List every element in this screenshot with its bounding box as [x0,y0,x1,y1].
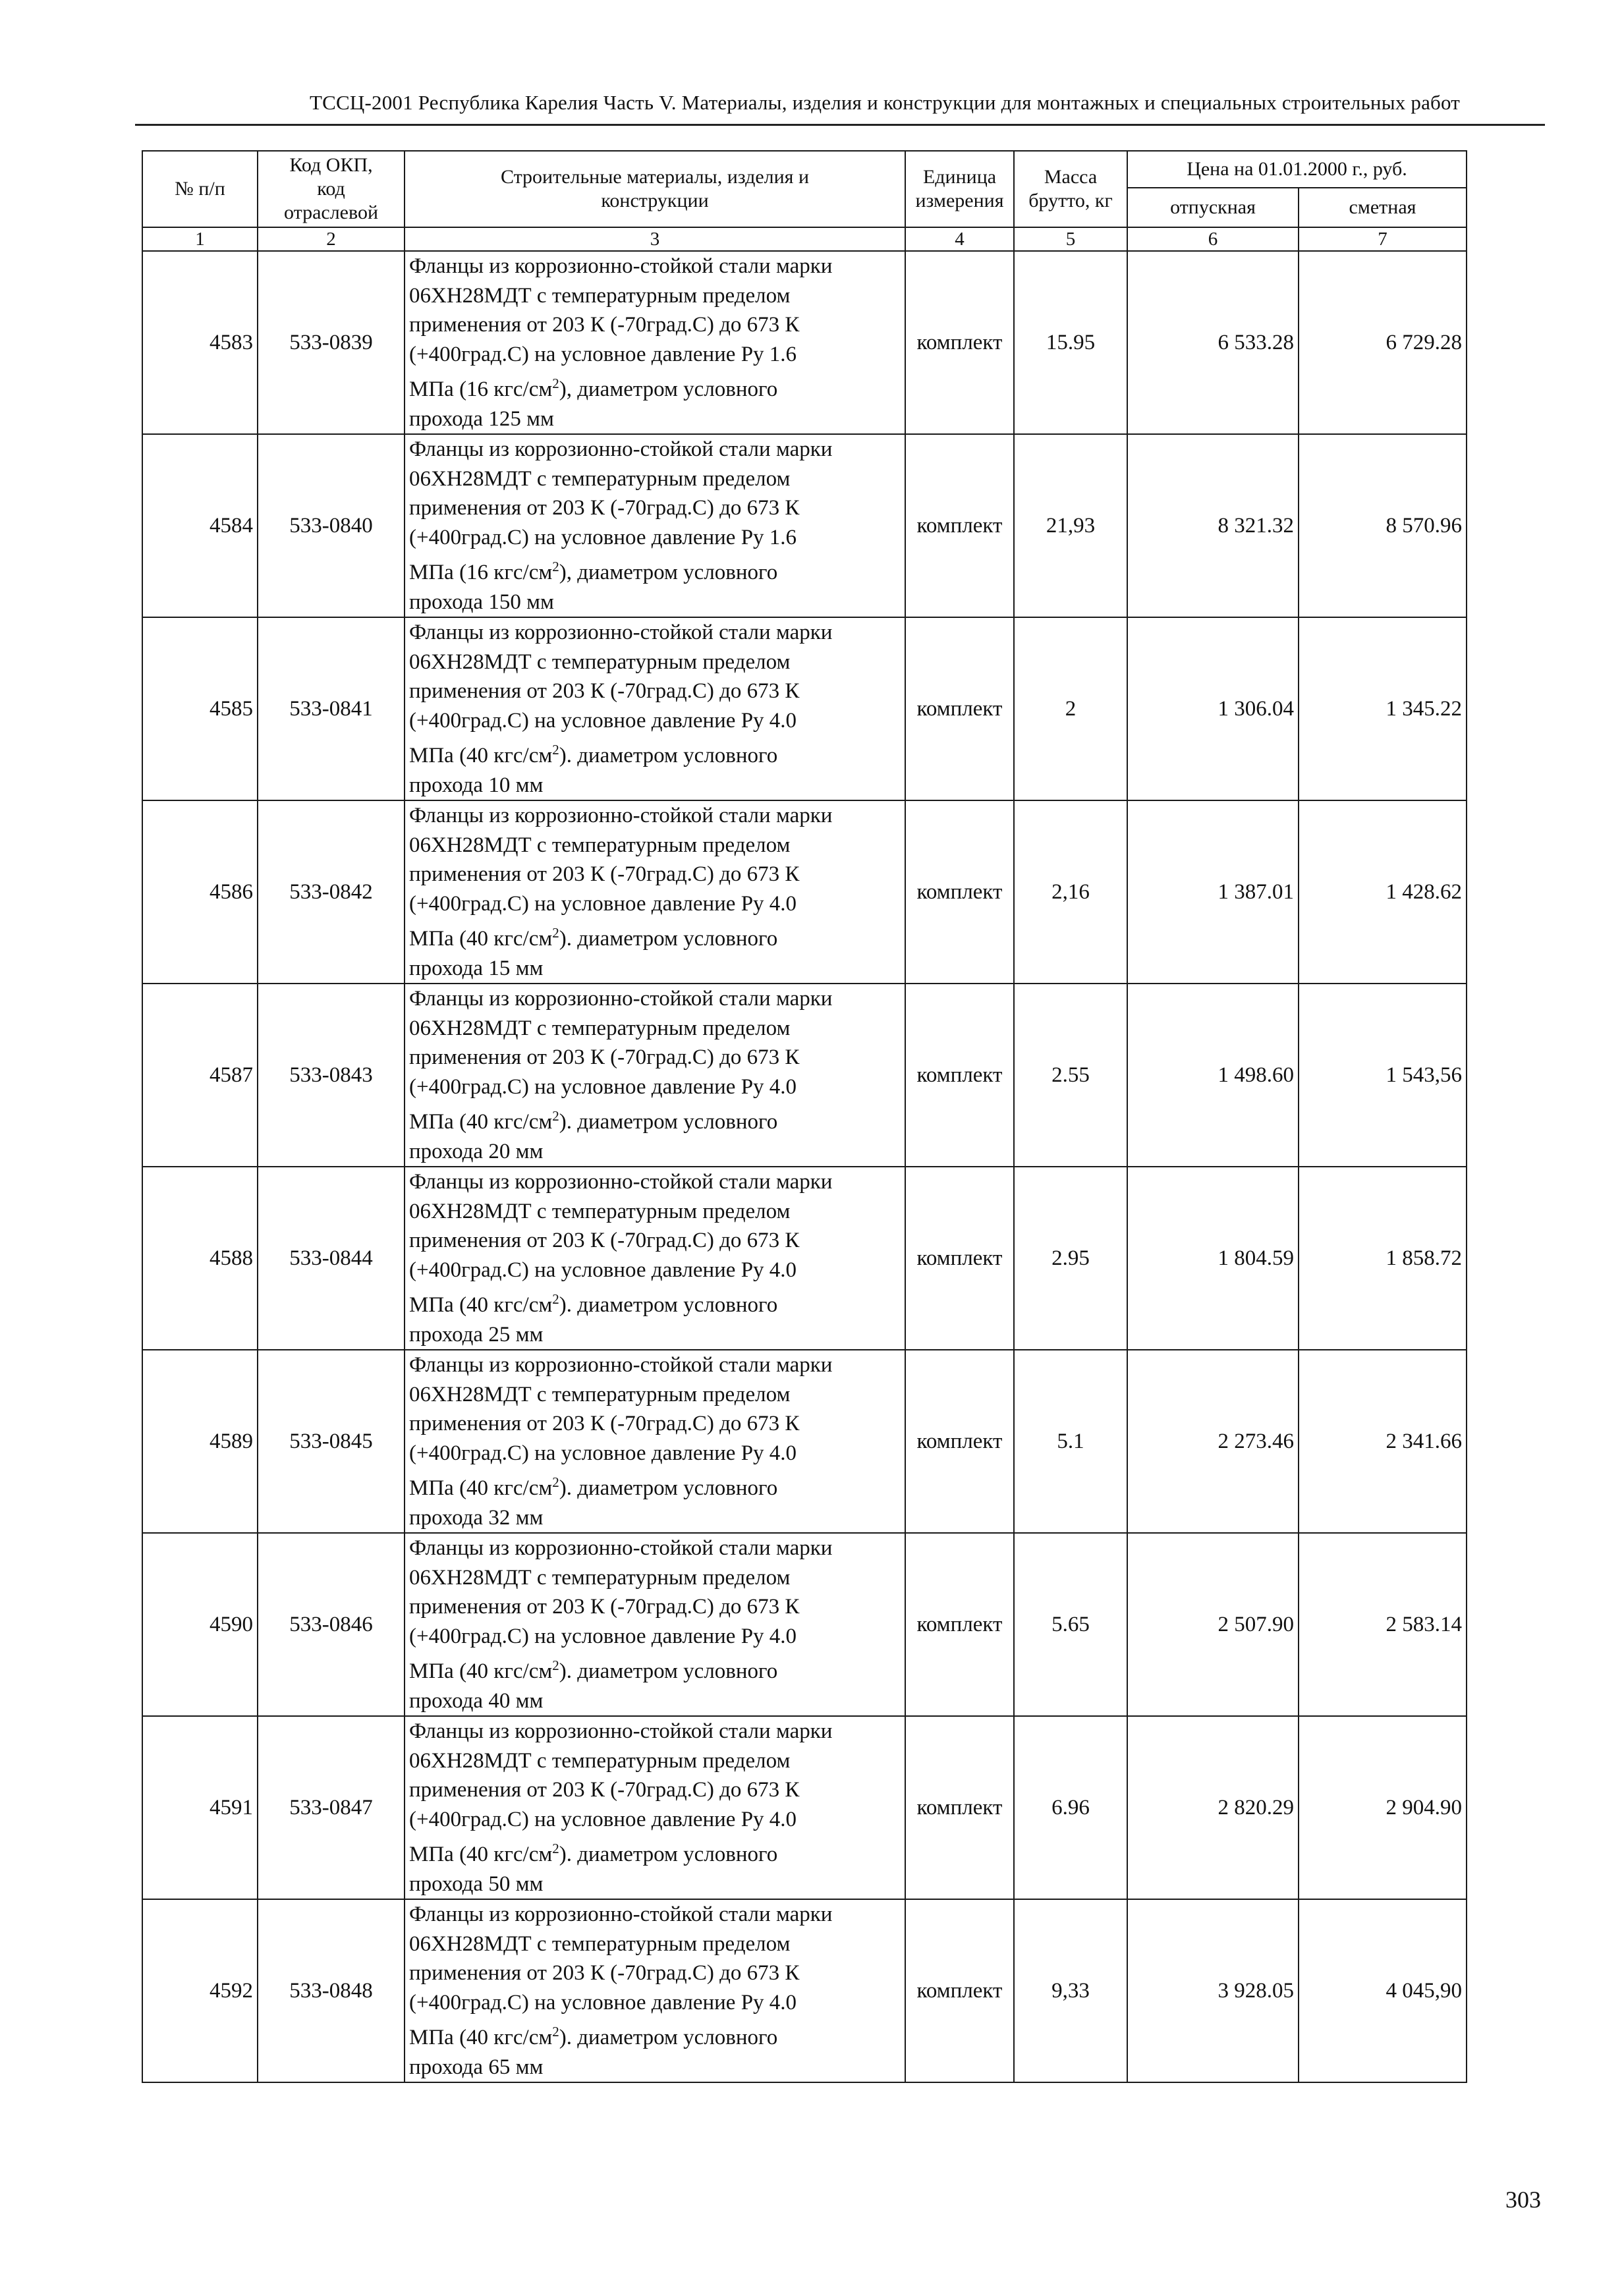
row-number: 4586 [142,800,258,984]
description-line: 06ХН28МДТ с температурным пределом [409,1382,791,1406]
col-header-price-group: Цена на 01.01.2000 г., руб. [1127,151,1467,188]
row-price-estimate: 4 045,90 [1299,1899,1467,2082]
row-price-release: 1 804.59 [1127,1167,1299,1350]
row-price-release: 2 273.46 [1127,1350,1299,1533]
description-line: (+400град.С) на условное давление Ру 1.6 [409,525,797,549]
row-code: 533-0843 [258,984,405,1167]
description-line: 06ХН28МДТ с температурным пределом [409,1565,791,1590]
row-description [405,251,905,434]
row-description [405,1167,905,1350]
description-fragment: МПа (40 кгс/см [409,1843,553,1866]
description-line [409,2017,901,2053]
superscript: 2 [552,1657,559,1673]
description-fragment: ). диаметром условного [559,744,778,767]
row-number: 4588 [142,1167,258,1350]
description-line [409,1101,901,1137]
description-fragment: МПа (40 кгс/см [409,1293,553,1317]
row-price-estimate: 1 543,56 [1299,984,1467,1167]
row-description [405,984,905,1167]
description-line: прохода 20 мм [409,1139,544,1163]
description-line: (+400град.С) на условное давление Ру 4.0 [409,1441,797,1465]
description-line: применения от 203 К (-70град.С) до 673 К [409,1045,800,1069]
column-number: 5 [1014,227,1127,251]
superscript: 2 [552,559,559,574]
table-row [142,1716,1467,1899]
description-line: прохода 150 мм [409,590,554,614]
row-mass: 2.95 [1014,1167,1127,1350]
row-unit: комплект [905,617,1014,800]
running-title: ТССЦ-2001 Республика Карелия Часть V. Материалы, изделия и конструкции для монтажных и специальных строительных работ [310,91,1461,114]
table-row [142,251,1467,434]
description-fragment: ), диаметром условного [559,561,778,584]
row-price-release: 1 498.60 [1127,984,1299,1167]
description-line: (+400град.С) на условное давление Ру 4.0 [409,1624,797,1648]
row-price-release: 1 387.01 [1127,800,1299,984]
row-code: 533-0844 [258,1167,405,1350]
description-fragment: ). диаметром условного [559,2026,778,2049]
row-unit: комплект [905,251,1014,434]
row-price-estimate: 2 583.14 [1299,1533,1467,1716]
table-row [142,984,1467,1167]
description-line: применения от 203 К (-70град.С) до 673 К [409,1229,800,1252]
row-unit: комплект [905,1533,1014,1716]
description-line: (+400град.С) на условное давление Ру 4.0 [409,708,797,733]
row-description [405,1533,905,1716]
row-number: 4589 [142,1350,258,1533]
col-header-price-estimate: сметная [1299,188,1467,227]
description-line: 06ХН28МДТ с температурным пределом [409,1199,791,1223]
description-fragment: ). диаметром условного [559,1293,778,1317]
description-line: (+400град.С) на условное давление Ру 4.0 [409,1258,797,1282]
row-mass: 9,33 [1014,1899,1127,2082]
column-number: 6 [1127,227,1299,251]
row-mass: 15.95 [1014,251,1127,434]
row-unit: комплект [905,434,1014,617]
row-price-estimate: 6 729.28 [1299,251,1467,434]
description-line: Фланцы из коррозионно-стойкой стали марки [409,1353,833,1377]
row-code: 533-0848 [258,1899,405,2082]
description-line: 06ХН28МДТ с температурным пределом [409,1748,791,1773]
description-fragment: ). диаметром условного [559,1843,778,1866]
description-line [409,735,901,771]
row-unit: комплект [905,1899,1014,2082]
row-mass: 2,16 [1014,800,1127,984]
row-price-estimate: 1 858.72 [1299,1167,1467,1350]
row-mass: 5.1 [1014,1350,1127,1533]
row-code: 533-0845 [258,1350,405,1533]
row-price-release: 6 533.28 [1127,251,1299,434]
description-line: Фланцы из коррозионно-стойкой стали марки [409,621,833,644]
description-line [409,552,901,588]
description-fragment: МПа (40 кгс/см [409,2026,553,2049]
description-line: прохода 65 мм [409,2055,544,2079]
row-description [405,1350,905,1533]
description-line: Фланцы из коррозионно-стойкой стали марки [409,804,833,827]
description-line: применения от 203 К (-70град.С) до 673 К [409,313,800,337]
superscript: 2 [552,742,559,758]
description-line [409,918,901,954]
row-code: 533-0842 [258,800,405,984]
description-fragment: ). диаметром условного [559,1110,778,1134]
superscript: 2 [552,1841,559,1856]
row-code: 533-0839 [258,251,405,434]
description-line: применения от 203 К (-70град.С) до 673 К [409,1412,800,1435]
superscript: 2 [552,925,559,941]
col-header-price-release: отпускная [1127,188,1299,227]
description-line: Фланцы из коррозионно-стойкой стали марки [409,1536,833,1560]
row-price-release: 8 321.32 [1127,434,1299,617]
row-price-estimate: 2 904.90 [1299,1716,1467,1899]
description-fragment: МПа (16 кгс/см [409,377,553,401]
row-number: 4590 [142,1533,258,1716]
row-mass: 21,93 [1014,434,1127,617]
table-row [142,617,1467,800]
description-line: Фланцы из коррозионно-стойкой стали марки [409,437,833,461]
description-line: Фланцы из коррозионно-стойкой стали марки [409,1170,833,1194]
col-header-mass: Масса брутто, кг [1014,151,1127,227]
row-number: 4583 [142,251,258,434]
row-mass: 5.65 [1014,1533,1127,1716]
superscript: 2 [552,2024,559,2040]
description-fragment: МПа (40 кгс/см [409,1110,553,1134]
row-mass: 2.55 [1014,984,1127,1167]
description-line: применения от 203 К (-70град.С) до 673 К [409,1595,800,1619]
description-line: 06ХН28МДТ с температурным пределом [409,650,791,674]
description-line: (+400град.С) на условное давление Ру 1.6 [409,342,797,366]
description-line: Фланцы из коррозионно-стойкой стали марки [409,254,833,278]
row-price-estimate: 8 570.96 [1299,434,1467,617]
row-price-release: 2 820.29 [1127,1716,1299,1899]
description-fragment: ). диаметром условного [559,927,778,951]
description-fragment: МПа (40 кгс/см [409,1476,553,1500]
table-row [142,800,1467,984]
superscript: 2 [552,1291,559,1307]
description-line [409,1651,901,1686]
description-line: Фланцы из коррозионно-стойкой стали марки [409,1903,833,1926]
row-price-estimate: 1 428.62 [1299,800,1467,984]
row-mass: 2 [1014,617,1127,800]
row-number: 4591 [142,1716,258,1899]
description-line [409,1468,901,1503]
col-header-unit: Единица измерения [905,151,1014,227]
description-fragment: ). диаметром условного [559,1476,778,1500]
row-number: 4587 [142,984,258,1167]
row-price-release: 1 306.04 [1127,617,1299,800]
description-fragment: МПа (16 кгс/см [409,561,553,584]
description-line: прохода 32 мм [409,1505,544,1530]
description-fragment: МПа (40 кгс/см [409,744,553,767]
description-line: прохода 125 мм [409,406,554,431]
price-table [142,150,1467,2083]
superscript: 2 [552,375,559,391]
description-line: прохода 15 мм [409,956,544,980]
table-row [142,434,1467,617]
page-number: 303 [1505,2186,1541,2213]
description-line: применения от 203 К (-70град.С) до 673 К [409,496,800,520]
row-description [405,434,905,617]
description-line [409,1285,901,1320]
header-rule [135,124,1545,126]
superscript: 2 [552,1108,559,1124]
description-line: применения от 203 К (-70град.С) до 673 К [409,1961,800,1985]
row-unit: комплект [905,1350,1014,1533]
col-header-code: Код ОКП, код отраслевой [258,151,405,227]
description-line: 06ХН28МДТ с температурным пределом [409,466,791,491]
description-line: прохода 50 мм [409,1872,544,1896]
column-number: 2 [258,227,405,251]
row-code: 533-0847 [258,1716,405,1899]
row-description [405,800,905,984]
table-row [142,1533,1467,1716]
table-row [142,1899,1467,2082]
column-number: 1 [142,227,258,251]
row-unit: комплект [905,1716,1014,1899]
row-price-release: 3 928.05 [1127,1899,1299,2082]
row-price-estimate: 2 341.66 [1299,1350,1467,1533]
row-code: 533-0840 [258,434,405,617]
description-line: применения от 203 К (-70град.С) до 673 К [409,862,800,886]
description-line [409,1834,901,1870]
description-line: прохода 25 мм [409,1322,544,1347]
description-line: (+400град.С) на условное давление Ру 4.0 [409,1807,797,1831]
column-number: 7 [1299,227,1467,251]
row-number: 4584 [142,434,258,617]
table-row [142,1167,1467,1350]
row-unit: комплект [905,984,1014,1167]
col-header-num: № п/п [142,151,258,227]
description-fragment: МПа (40 кгс/см [409,1659,553,1683]
description-line: 06ХН28МДТ с температурным пределом [409,1016,791,1040]
row-description [405,617,905,800]
header-row-1 [142,151,1467,188]
row-code: 533-0846 [258,1533,405,1716]
description-fragment: ). диаметром условного [559,1659,778,1683]
row-unit: комплект [905,1167,1014,1350]
table-body [142,251,1467,2082]
description-line: прохода 40 мм [409,1688,544,1713]
column-number: 3 [405,227,905,251]
col-header-desc: Строительные материалы, изделия и конструкции [405,151,905,227]
row-description [405,1899,905,2082]
description-line: (+400град.С) на условное давление Ру 4.0 [409,1074,797,1099]
description-line: 06ХН28МДТ с температурным пределом [409,283,791,308]
table-row [142,1350,1467,1533]
column-number: 4 [905,227,1014,251]
description-line: прохода 10 мм [409,773,544,797]
description-line: 06ХН28МДТ с температурным пределом [409,833,791,857]
description-line: применения от 203 К (-70град.С) до 673 К [409,679,800,703]
row-number: 4585 [142,617,258,800]
description-line [409,369,901,404]
description-line: Фланцы из коррозионно-стойкой стали марки [409,1719,833,1743]
row-description [405,1716,905,1899]
superscript: 2 [552,1474,559,1490]
row-mass: 6.96 [1014,1716,1127,1899]
row-unit: комплект [905,800,1014,984]
column-number-row [142,227,1467,251]
description-fragment: ), диаметром условного [559,377,778,401]
description-line: Фланцы из коррозионно-стойкой стали марки [409,987,833,1011]
description-line: (+400град.С) на условное давление Ру 4.0 [409,1990,797,2014]
description-line: 06ХН28МДТ с температурным пределом [409,1931,791,1956]
description-fragment: МПа (40 кгс/см [409,927,553,951]
row-price-estimate: 1 345.22 [1299,617,1467,800]
row-code: 533-0841 [258,617,405,800]
description-line: применения от 203 К (-70град.С) до 673 К [409,1778,800,1802]
row-price-release: 2 507.90 [1127,1533,1299,1716]
description-line: (+400град.С) на условное давление Ру 4.0 [409,891,797,916]
row-number: 4592 [142,1899,258,2082]
